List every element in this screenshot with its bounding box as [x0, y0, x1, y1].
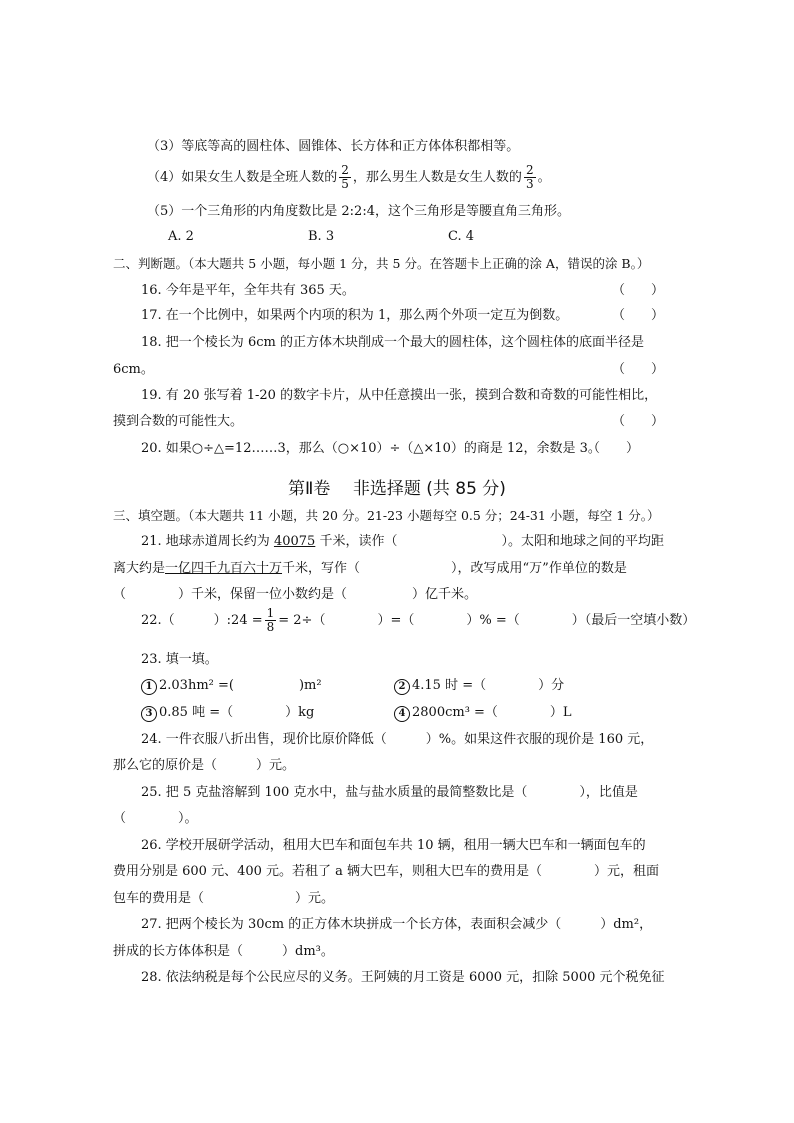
q22-text-a: 22.（ ）:24 = [141, 613, 263, 628]
q23-item-2-text: 4.15 时 =（ ）分 [412, 678, 565, 693]
question-18-line2: 6cm。 [113, 362, 154, 377]
answer-paren-18: （ ） [612, 362, 665, 377]
question-16: 16. 今年是平年，全年共有 365 天。 [141, 283, 355, 298]
option-a: A. 2 [168, 229, 194, 244]
q21-underlined-number: 40075 [273, 534, 316, 549]
fraction-2-5: $\frac{2}{5}$ [341, 163, 349, 191]
option-b: B. 3 [308, 229, 335, 244]
q23-item-3 [141, 704, 314, 722]
question-22 [141, 606, 695, 636]
question-27-line2: 拼成的长方体体积是（ ）dm³。 [113, 944, 334, 959]
section-3-header: 三、填空题。（本大题共 11 小题，共 20 分。21-23 小题每空 0.5 分；24-31 小题，每空 1 分。） [113, 508, 660, 523]
q23-item-4 [394, 704, 572, 722]
circled-number-4: 4 [394, 706, 410, 722]
item-4-text-c: 。 [537, 170, 551, 185]
question-19-line2: 摸到合数的可能性大。 [113, 414, 244, 429]
q21-text-c: 离大约是 [113, 561, 166, 576]
section-2-header: 二、判断题。（本大题共 5 小题，每小题 1 分，共 5 分。在答题卡上正确的涂 A，错误的涂 B。） [113, 256, 650, 271]
option-c: C. 4 [448, 229, 475, 244]
fraction-1-8: $\frac{1}{8}$ [266, 606, 275, 634]
question-26-line3: 包车的费用是（ ）元。 [113, 891, 335, 906]
circled-number-3: 3 [141, 706, 157, 722]
question-25-line1: 25. 把 5 克盐溶解到 100 克水中，盐与盐水质量的最简整数比是（ ），比值是 [141, 785, 638, 800]
q21-text-b: 千米，读作（ ）。太阳和地球之间的平均距 [315, 534, 664, 549]
question-23-heading: 23. 填一填。 [141, 652, 218, 667]
item-4-text-a: （4）如果女生人数是全班人数的 [147, 170, 338, 185]
q23-item-1 [141, 677, 322, 695]
question-19-line1: 19. 有 20 张写着 1-20 的数字卡片，从中任意摸出一张，摸到合数和奇数的可能性相比， [141, 388, 658, 403]
question-21-line3: （ ）千米，保留一位小数约是（ ）亿千米。 [113, 587, 478, 602]
answer-paren-20: （ ） [587, 441, 640, 456]
circled-number-2: 2 [394, 679, 410, 695]
question-28-line1: 28. 依法纳税是每个公民应尽的义务。王阿姨的月工资是 6000 元，扣除 5000 元个税免征 [141, 970, 665, 985]
question-25-line2: （ ）。 [113, 811, 198, 826]
question-21-line1 [141, 533, 664, 551]
q22-text-b: = 2÷（ ）=（ ）% =（ ）（最后一空填小数） [278, 613, 696, 628]
question-21-line2 [113, 560, 627, 578]
q21-underlined-words: 一亿四千九百六十万 [165, 561, 283, 576]
answer-paren-16: （ ） [612, 283, 665, 298]
volume-title: 第Ⅱ卷 非选择题 (共 85 分) [288, 479, 506, 499]
question-24-line2: 那么它的原价是（ ）元。 [113, 758, 296, 773]
q23-item-3-text: 0.85 吨 =（ ）kg [159, 705, 315, 720]
item-5: （5）一个三角形的内角度数比是 2:2:4，这个三角形是等腰直角三角形。 [147, 204, 570, 219]
item-4 [147, 163, 551, 193]
q21-text-a: 21. 地球赤道周长约为 [141, 534, 274, 549]
question-24-line1: 24. 一件衣服八折出售，现价比原价降低（ ）%。如果这件衣服的现价是 160 元， [141, 732, 654, 747]
item-4-text-b: ，那么男生人数是女生人数的 [352, 170, 522, 185]
question-26-line2: 费用分别是 600 元、400 元。若租了 a 辆大巴车，则租大巴车的费用是（ ）元，租面 [113, 864, 660, 879]
question-26-line1: 26. 学校开展研学活动，租用大巴车和面包车共 10 辆，租用一辆大巴车和一辆面包车的 [141, 838, 646, 853]
q23-item-2 [394, 677, 564, 695]
question-20: 20. 如果○÷△=12……3，那么（○×10）÷（△×10）的商是 12，余数是 3。 [141, 441, 601, 456]
q23-item-4-text: 2800cm³ =（ ）L [412, 705, 572, 720]
circled-number-1: 1 [141, 679, 157, 695]
question-17: 17. 在一个比例中，如果两个内项的积为 1，那么两个外项一定互为倒数。 [141, 308, 569, 323]
question-18-line1: 18. 把一个棱长为 6cm 的正方体木块削成一个最大的圆柱体，这个圆柱体的底面半径是 [141, 335, 644, 350]
question-27-line1: 27. 把两个棱长为 30cm 的正方体木块拼成一个长方体，表面积会减少（ ）dm²， [141, 917, 653, 932]
item-3: （3）等底等高的圆柱体、圆锥体、长方体和正方体体积都相等。 [147, 139, 520, 154]
answer-paren-17: （ ） [612, 308, 665, 323]
q23-item-1-text: 2.03hm² =( )m² [159, 678, 322, 693]
fraction-2-3: $\frac{2}{3}$ [525, 163, 534, 191]
answer-paren-19: （ ） [612, 414, 665, 429]
q21-text-d: 千米，写作（ ），改写成用“万”作单位的数是 [282, 561, 627, 576]
